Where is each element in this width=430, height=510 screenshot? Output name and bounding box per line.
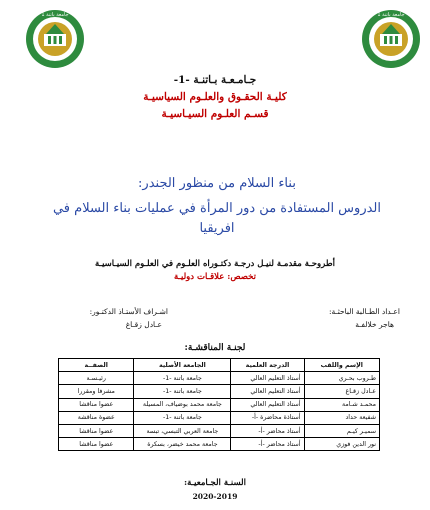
member-name: طـروب بحـري [304, 372, 379, 385]
university-logo-left-icon [24, 6, 86, 72]
member-name: محمـد شـامة [304, 398, 379, 411]
thesis-title [46, 175, 388, 239]
member-rank: أستاذ محاضر -أ- [231, 424, 304, 437]
department-name: قسـم العلـوم السيـاسيـة [161, 108, 269, 120]
member-role: مشرفا ومقررا [59, 385, 134, 398]
table-row [59, 385, 380, 398]
member-role: عضوا مناقشا [59, 398, 134, 411]
member-name: شفيعة حداد [304, 411, 379, 424]
member-name: عـادل زقـاغ [304, 385, 379, 398]
member-university: جامعة محمد خيضر، بسكرة [134, 438, 231, 451]
thesis-purpose: أطروحـة مقدمـة لنيـل درجـة دكتـوراه العلـوم في العلـوم السيـاسيـة [95, 259, 335, 269]
member-role: عضوا مناقشا [59, 438, 134, 451]
prepared-by-label: اعـداد الطـالبة الباحثـة: [328, 307, 400, 316]
academic-year-value: 2020-2019 [192, 492, 238, 501]
supervisor-block [58, 305, 168, 331]
university-name: جـامـعـة بـاتنـة -1- [173, 74, 257, 86]
member-university: جامعة محمد بوضياف، المسيلة [134, 398, 231, 411]
title-line-1: بناء السلام من منظور الجندر: [138, 176, 296, 191]
table-row [59, 411, 380, 424]
title-line-2: الدروس المستفادة من دور المرأة في عمليات بناء السلام في افريقيا [52, 201, 382, 236]
member-rank: أستاذ التعليم العالي [231, 385, 304, 398]
member-rank: أستاذ محاضر -أ- [231, 438, 304, 451]
logo-left-text: جامعة باتنة 1 [41, 12, 69, 18]
supervisor-label: اشـراف الأستـاذ الدكتـور: [89, 307, 168, 316]
prepared-by-block [280, 305, 400, 331]
committee-table [58, 358, 380, 451]
member-name: سميـر كيـم [304, 424, 379, 437]
header-role: الصفــة [59, 359, 134, 372]
member-university: جامعة العربي التبسي، تبسة [134, 424, 231, 437]
university-logo-right-icon [360, 6, 422, 72]
member-role: عضوا مناقشا [59, 424, 134, 437]
academic-year-label: السنـة الجـامعيـة: [183, 478, 247, 488]
committee-table-header [59, 359, 380, 372]
table-row [59, 372, 380, 385]
table-row [59, 424, 380, 437]
header-rank: الدرجة العلمية [231, 359, 304, 372]
faculty-name: كليـة الحقـوق والعلـوم السياسيـة [143, 91, 287, 103]
member-university: جامعة باتنة -1- [134, 372, 231, 385]
thesis-description [0, 258, 430, 284]
member-role: عضوة مناقشة [59, 411, 134, 424]
thesis-specialty: تخصص: علاقـات دوليـة [173, 272, 257, 282]
table-row [59, 398, 380, 411]
institution-header [0, 72, 430, 123]
supervisor-name: عـادل زقـاغ [125, 320, 162, 329]
member-university: جامعة باتنة -1- [134, 411, 231, 424]
member-name: نور الدين فوزي [304, 438, 379, 451]
member-role: رئيـسـة [59, 372, 134, 385]
logo-right-text: جامعة باتنة 1 [377, 12, 405, 18]
member-rank: أستاذ التعليم العالي [231, 372, 304, 385]
member-rank: أستاذ التعليم العالي [231, 398, 304, 411]
committee-title: لجنـة المناقشـة: [184, 343, 246, 353]
member-rank: أستاذة محاضرة -أ- [231, 411, 304, 424]
table-row [59, 438, 380, 451]
header-university: الجامعة الأصلية [134, 359, 231, 372]
student-name: هاجر خلالفـة [355, 320, 394, 329]
member-university: جامعة باتنة -1- [134, 385, 231, 398]
header-name: الإسم واللقب [304, 359, 379, 372]
